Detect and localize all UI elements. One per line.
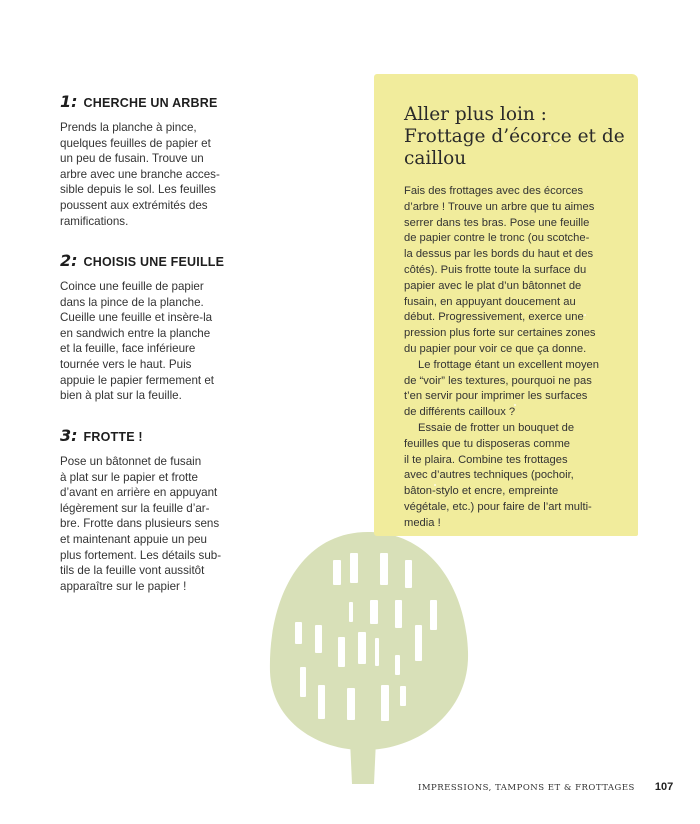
step-2-title: CHOISIS UNE FEUILLE xyxy=(83,255,225,269)
panel-line: Le frottage étant un excellent moyen xyxy=(418,358,599,371)
step-1-line: poussent aux extrémités des xyxy=(60,198,208,212)
step-2-line: bien à plat sur la feuille. xyxy=(60,389,182,403)
page-footer xyxy=(418,781,673,793)
leaf-mark xyxy=(350,553,358,583)
panel-title xyxy=(404,104,625,170)
step-1-line: arbre avec une branche acces- xyxy=(60,167,220,181)
step-2-line: dans la pince de la planche. xyxy=(60,295,204,309)
further-panel xyxy=(374,74,638,536)
step-3-line: à plat sur le papier et frotte xyxy=(60,470,198,484)
leaf-mark xyxy=(370,600,378,624)
leaf-mark xyxy=(347,688,355,720)
leaf-mark xyxy=(349,602,353,622)
panel-line: t’en servir pour imprimer les surfaces xyxy=(404,390,588,403)
panel-line: de différents cailloux ? xyxy=(404,406,516,419)
panel-line: de “voir” les textures, pourquoi ne pas xyxy=(404,374,592,387)
panel-line: feuilles que tu disposeras comme xyxy=(404,437,571,450)
panel-line: du papier pour voir ce que ça donne. xyxy=(404,342,587,355)
step-2-line: appuie le papier fermement et xyxy=(60,373,215,387)
step-2-line: en sandwich entre la planche xyxy=(60,326,211,340)
panel-line: il te plaira. Combine tes frottages xyxy=(404,453,568,466)
panel-line: pression plus forte sur certaines zones xyxy=(404,327,596,340)
step-3-line: bre. Frotte dans plusieurs sens xyxy=(60,517,220,531)
step-3-line: tils de la feuille vont aussitôt xyxy=(60,564,205,578)
panel-line: Fais des frottages avec des écorces xyxy=(404,185,584,197)
step-3-line: apparaître sur le papier ! xyxy=(60,579,187,593)
step-2-line: tournée vers le haut. Puis xyxy=(60,357,192,371)
panel-line: début. Progressivement, exerce une xyxy=(404,311,584,324)
step-3-line: plus fortement. Les détails sub- xyxy=(60,548,222,562)
leaf-mark xyxy=(358,632,366,664)
step-1-number: 1: xyxy=(60,92,78,111)
panel-title-line: caillou xyxy=(404,148,467,169)
step-2-line: et la feuille, face inférieure xyxy=(60,342,196,356)
leaf-mark xyxy=(415,625,422,661)
leaf-mark xyxy=(333,560,341,585)
leaf-mark xyxy=(315,625,322,653)
panel-line: fusain, en appuyant doucement au xyxy=(404,295,576,308)
step-1-line: quelques feuilles de papier et xyxy=(60,136,211,150)
panel-title-line: Aller plus loin : xyxy=(404,104,547,125)
leaf-mark xyxy=(300,667,306,697)
leaf-mark xyxy=(400,686,406,706)
leaf-mark xyxy=(405,560,412,588)
panel-line: serrer dans tes bras. Pose une feuille xyxy=(404,216,590,229)
panel-line: végétale, etc.) pour faire de l’art multi- xyxy=(404,500,592,513)
leaf-mark xyxy=(295,622,302,644)
leaf-mark xyxy=(380,553,388,585)
step-3-line: Pose un bâtonnet de fusain xyxy=(60,455,202,468)
step-2-number: 2: xyxy=(60,251,78,270)
step-1-line: Prends la planche à pince, xyxy=(60,121,197,134)
step-1-line: ramifications. xyxy=(60,214,129,228)
step-2-line: Coince une feuille de papier xyxy=(60,280,204,293)
panel-line: papier avec le plat d’un bâtonnet de xyxy=(404,279,582,292)
step-3-number: 3: xyxy=(60,426,78,445)
chapter-title: IMPRESSIONS, TAMPONS ET & FROTTAGES xyxy=(418,783,635,793)
step-2-line: Cueille une feuille et insère-la xyxy=(60,311,213,325)
leaf-mark xyxy=(381,685,389,721)
leaf-mark xyxy=(430,600,437,630)
panel-line: avec d’autres techniques (pochoir, xyxy=(404,469,574,482)
step-3-title: FROTTE ! xyxy=(83,430,143,444)
step-3-line: légèrement sur la feuille d’ar- xyxy=(60,501,210,515)
panel-line: d’arbre ! Trouve un arbre que tu aimes xyxy=(404,200,595,213)
tree-trunk xyxy=(350,740,376,784)
page-number: 107 xyxy=(654,781,674,793)
leaf-mark xyxy=(395,600,402,628)
leaf-mark xyxy=(395,655,400,675)
panel-line: de papier contre le tronc (ou scotche- xyxy=(404,232,590,245)
leaf-mark xyxy=(318,685,325,719)
leaf-mark xyxy=(338,637,345,667)
step-1-title: CHERCHE UN ARBRE xyxy=(83,96,218,110)
panel-title-line: Frottage d’écorce et de xyxy=(404,126,625,147)
leaf-mark xyxy=(375,638,379,666)
panel-line: bâton-stylo et encre, empreinte xyxy=(404,485,559,498)
panel-line: la dessus par les bords du haut et des xyxy=(404,248,594,261)
panel-line: côtés). Puis frotte toute la surface du xyxy=(404,263,587,276)
step-1-line: sible depuis le sol. Les feuilles xyxy=(60,183,216,197)
step-3-line: et maintenant appuie un peu xyxy=(60,532,207,546)
panel-line: Essaie de frotter un bouquet de xyxy=(418,421,575,434)
step-1-line: un peu de fusain. Trouve un xyxy=(60,152,204,166)
step-3-line: d’avant en arrière en appuyant xyxy=(60,486,218,500)
panel-body xyxy=(404,184,599,532)
panel-line: media ! xyxy=(404,516,441,529)
